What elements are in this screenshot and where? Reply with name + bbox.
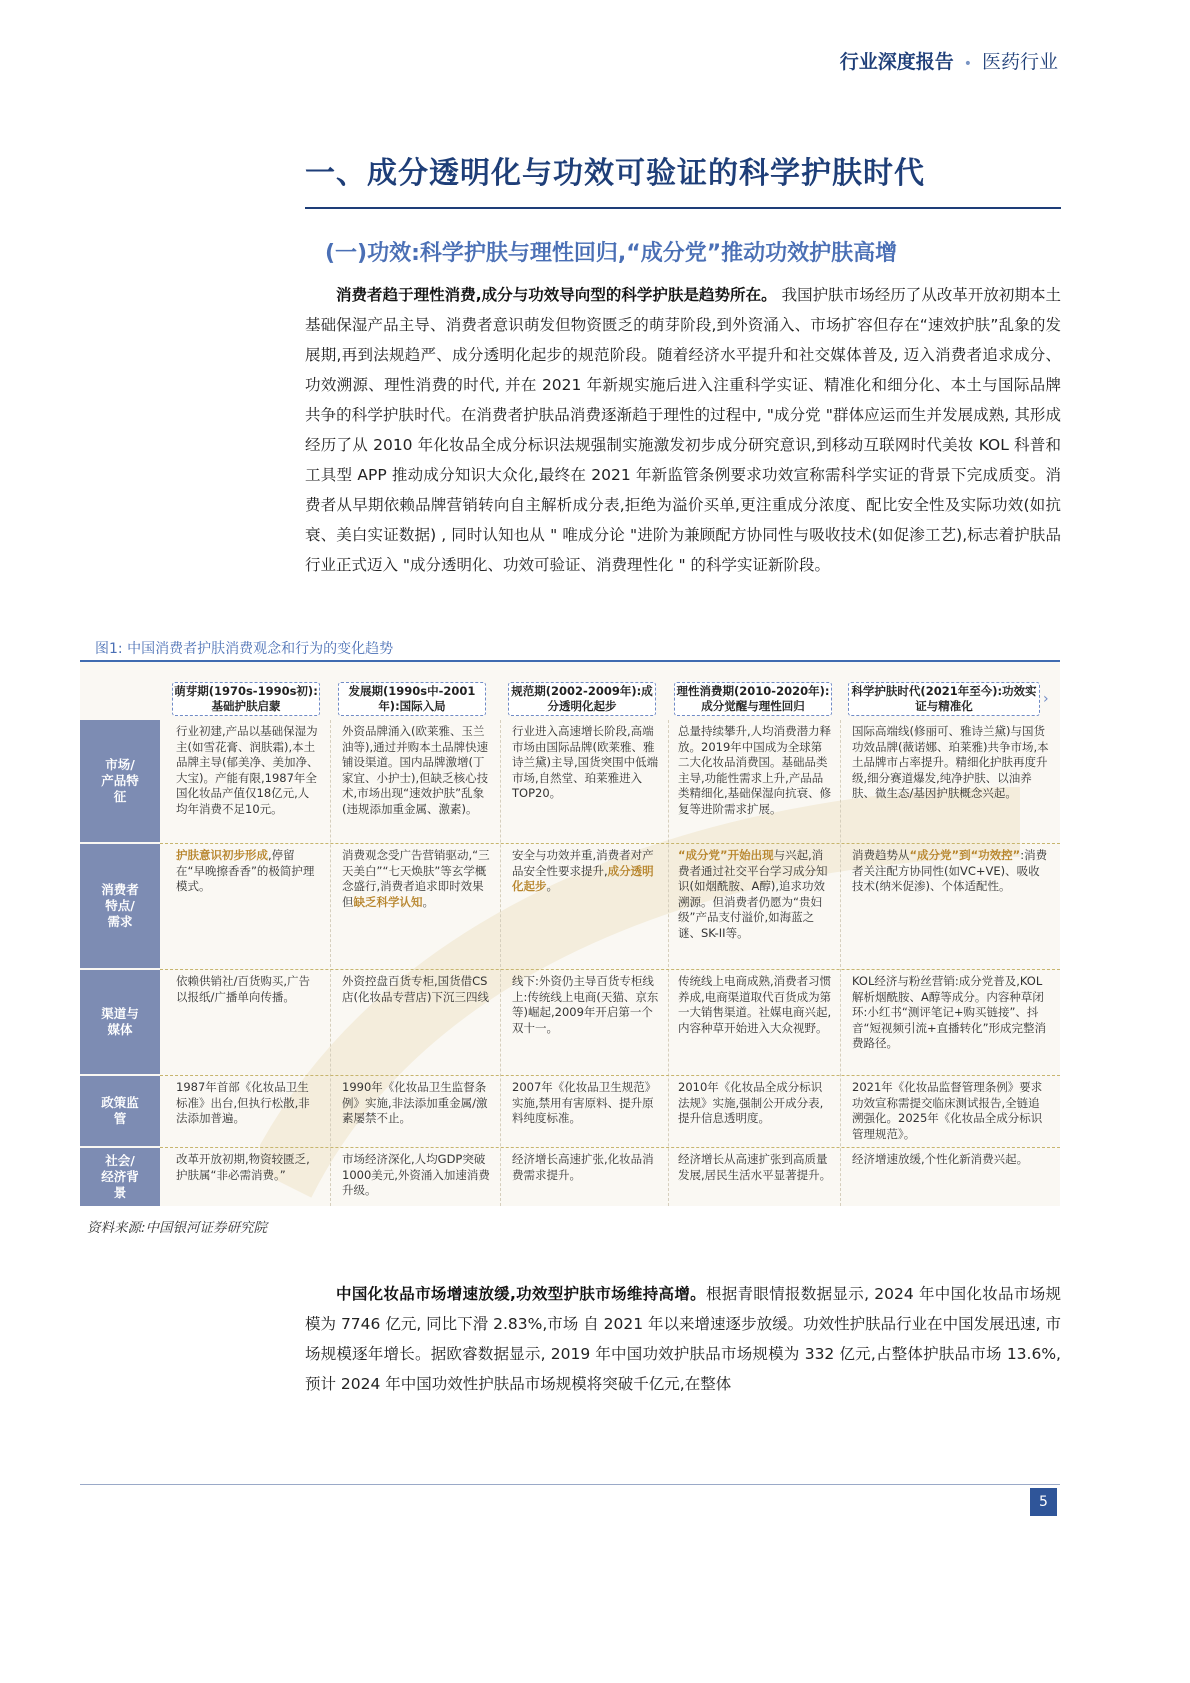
row-label-consumer: 消费者特点/需求 — [80, 844, 160, 968]
social-cell-2: 市场经济深化,人均GDP突破1000美元,外资涌入加速消费升级。 — [342, 1152, 490, 1197]
column-divider — [668, 720, 669, 1206]
consumer-cell-2: 消费观念受广告营销驱动,“三天美白”“七天焕肤”等玄学概念盛行,消费者追求即时效果但缺乏科学认知。 — [342, 848, 490, 909]
channel-cell-2: 外资控盘百货专柜,国货借CS店(化妆品专营店)下沉三四线 — [342, 974, 489, 1004]
policy-cell-2: 1990年《化妆品卫生监督条例》实施,非法添加重金属/激素屡禁不止。 — [342, 1080, 488, 1125]
column-divider — [840, 720, 841, 1206]
social-cell-1: 改革开放初期,物资较匮乏,护肤属“非必需消费。” — [176, 1152, 310, 1182]
figure-title: 图1: 中国消费者护肤消费观念和行为的变化趋势 — [95, 641, 394, 657]
report-type: 行业深度报告 — [839, 51, 954, 73]
consumer-cell-4: “成分党”开始出现与兴起,消费者通过社交平台学习成分知识(如烟酰胺、A醇),追求功效溯源。但消费者仍愿为“贵妇级”产品支付溢价,如海蓝之谜、SK-II等。 — [678, 848, 828, 940]
row-divider — [160, 843, 1060, 844]
phase-header-2: 发展期(1990s中-2001年):国际入局 — [338, 682, 486, 716]
phase-header-3: 规范期(2002-2009年):成分透明化起步 — [508, 682, 656, 716]
social-cell-3: 经济增长高速扩张,化妆品消费需求提升。 — [512, 1152, 654, 1182]
social-cell-4: 经济增长从高速扩张到高质量发展,居民生活水平显著提升。 — [678, 1152, 832, 1182]
phase-header-4: 理性消费期(2010-2020年):成分觉醒与理性回归 — [674, 682, 832, 716]
row-label-social: 社会/经济背景 — [80, 1148, 160, 1206]
row-divider — [160, 969, 1060, 970]
timeline-arrow-icon: › — [1043, 691, 1049, 707]
header-separator: • — [963, 56, 972, 72]
channel-cell-5: KOL经济与粉丝营销:成分党普及,KOL解析烟酰胺、A醇等成分。内容种草闭环:小红书“测评笔记+购买链接”、抖音“短视频引流+直播转化”形成完整消费路径。 — [852, 974, 1047, 1050]
paragraph-1-lead: 消费者趋于理性消费,成分与功效导向型的科学护肤是趋势所在。 — [336, 286, 777, 304]
row-label-channels: 渠道与媒体 — [80, 970, 160, 1074]
channel-cell-3: 线下:外资仍主导百货专柜线上:传统线上电商(天猫、京东等)崛起,2009年开启第一个双十一。 — [512, 974, 659, 1035]
consumer-cell-3: 安全与功效并重,消费者对产品安全性要求提升,成分透明化起步。 — [512, 848, 654, 893]
paragraph-1 — [305, 280, 1061, 580]
phase-header-5: 科学护肤时代(2021年至今):功效实证与精准化 — [848, 682, 1040, 716]
consumer-cell-1: 护肤意识初步形成,停留在“早晚擦香香”的极简护理模式。 — [176, 848, 315, 893]
channel-cell-1: 依赖供销社/百货购买,广告以报纸/广播单向传播。 — [176, 974, 311, 1004]
policy-cell-5: 2021年《化妆品监督管理条例》要求功效宣称需提交临床测试报告,全链追溯强化。2025年《化妆品全成分标识管理规范》。 — [852, 1080, 1043, 1141]
row-divider — [160, 1147, 1060, 1148]
row-divider — [160, 1075, 1060, 1076]
section-heading: 一、成分透明化与功效可验证的科学护肤时代 — [305, 156, 925, 191]
policy-cell-4: 2010年《化妆品全成分标识法规》实施,强制公开成分表,提升信息透明度。 — [678, 1080, 824, 1125]
row-label-market: 市场/产品特征 — [80, 720, 160, 842]
market-cell-2: 外资品牌涌入(欧莱雅、玉兰油等),通过并购本土品牌快速铺设渠道。国内品牌激增(丁家宜、小护士),但缺乏核心技术,市场出现“速效护肤”乱象(违规添加重金属、激素)。 — [342, 724, 489, 816]
paragraph-2-body: 根据青眼情报数据显示, 2024 年中国化妆品市场规模为 7746 亿元, 同比下滑 2.83%,市场 自 2021 年以来增速逐步放缓。功效性护肤品行业在中国发展迅速, 市场规模逐年增长。据欧睿数据显示, 2019 年中国功效护肤品市场规模为 332 亿元,占整体护肤品市场 13.6%,预计 2024 年中国功效性护肤品市场规模将突破千亿元,在整体 — [305, 1285, 1062, 1393]
subsection-heading: (一)功效:科学护肤与理性回归,“成分党”推动功效护肤高增 — [325, 241, 898, 266]
paragraph-1-body: 我国护肤市场经历了从改革开放初期本土基础保湿产品主导、消费者意识萌发但物资匮乏的萌芽阶段,到外资涌入、市场扩容但存在“速效护肤”乱象的发展期,再到法规趋严、成分透明化起步的规范阶段。随着经济水平提升和社交媒体普及, 迈入消费者追求成分、功效溯源、理性消费的时代, 并在 2021 年新规实施后进入注重科学实证、精准化和细分化、本土与国际品牌共争的科学护肤时代。在消费者护肤品消费逐渐趋于理性的过程中, "成分党 "群体应运而生并发展成熟, 其形成经历了从 2010 年化妆品全成分标识法规强制实施激发初步成分研究意识,到移动互联网时代美妆 KOL 科普和工具型 APP 推动成分知识大众化,最终在 2021 年新监管条例要求功效宣称需科学实证的背景下完成质变。消费者从早期依赖品牌营销转向自主解析成分表,拒绝为溢价买单,更注重成分浓度、配比安全性及实际功效(如抗衰、美白实证数据) , 同时认知也从 " 唯成分论 "进阶为兼顾配方协同性与吸收技术(如促渗工艺),标志着护肤品行业正式迈入 "成分透明化、功效可验证、消费理性化 " 的科学实证新阶段。 — [305, 286, 1062, 574]
report-header — [840, 47, 1058, 74]
consumer-cell-5: 消费趋势从“成分党”到“功效控”:消费者关注配方协同性(如VC+VE)、吸收技术(纳米促渗)、个体适配性。 — [852, 848, 1048, 893]
figure-source: 资料来源:中国银河证券研究院 — [87, 1220, 268, 1236]
policy-cell-3: 2007年《化妆品卫生规范》实施,禁用有害原料、提升原料纯度标准。 — [512, 1080, 657, 1125]
paragraph-2 — [305, 1279, 1061, 1399]
market-cell-4: 总量持续攀升,人均消费潜力释放。2019年中国成为全球第二大化妆品消费国。基础品类主导,功能性需求上升,产品品类精细化,基础保湿向抗衰、修复等进阶需求扩展。 — [678, 724, 832, 816]
market-cell-1: 行业初建,产品以基础保湿为主(如雪花膏、润肤霜),本土品牌主导(郁美净、美加净、大宝)。产能有限,1987年全国化妆品产值仅18亿元,人均年消费不足10元。 — [176, 724, 319, 816]
social-cell-5: 经济增速放缓,个性化新消费兴起。 — [852, 1152, 1029, 1166]
page-number: 5 — [1030, 1488, 1057, 1516]
market-cell-3: 行业进入高速增长阶段,高端市场由国际品牌(欧莱雅、雅诗兰黛)主导,国货突围中低端市场,自然堂、珀莱雅进入TOP20。 — [512, 724, 659, 800]
market-cell-5: 国际高端线(修丽可、雅诗兰黛)与国货功效品牌(薇诺娜、珀莱雅)共争市场,本土品牌市占率提升。精细化护肤再度升级,细分赛道爆发,纯净护肤、以油养肤、微生态/基因护肤概念兴起。 — [852, 724, 1049, 800]
paragraph-2-lead: 中国化妆品市场增速放缓,功效型护肤市场维持高增。 — [336, 1285, 706, 1303]
channel-cell-4: 传统线上电商成熟,消费者习惯养成,电商渠道取代百货成为第一大销售渠道。社媒电商兴起,内容种草开始进入大众视野。 — [678, 974, 832, 1035]
timeline-figure — [80, 662, 1060, 1206]
heading-rule — [305, 207, 1061, 209]
policy-cell-1: 1987年首部《化妆品卫生标准》出台,但执行松散,非法添加普遍。 — [176, 1080, 310, 1125]
footer-rule — [80, 1484, 1060, 1485]
industry-label: 医药行业 — [981, 51, 1058, 73]
phase-header-1: 萌芽期(1970s-1990s初):基础护肤启蒙 — [172, 682, 320, 716]
column-divider — [330, 720, 331, 1206]
row-label-policy: 政策监管 — [80, 1076, 160, 1146]
column-divider — [500, 720, 501, 1206]
